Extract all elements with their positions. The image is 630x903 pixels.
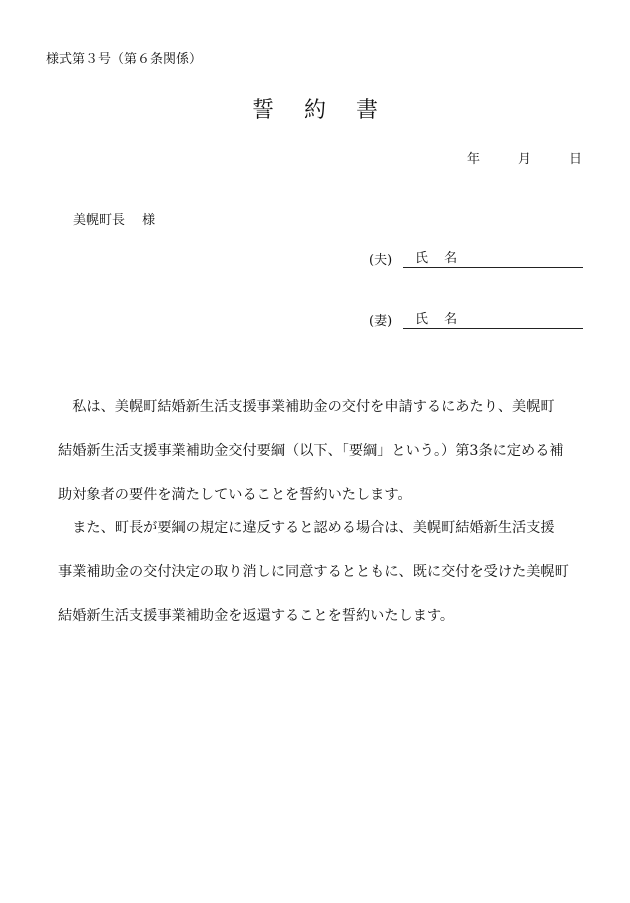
signature-husband: [369, 249, 583, 268]
signature-name-field[interactable]: 氏 名: [403, 311, 583, 329]
signature-role: (夫): [369, 253, 393, 268]
signature-wife: [369, 310, 583, 329]
addressee: 美幌町長 様: [73, 213, 156, 228]
paragraph-line: 結婚新生活支援事業補助金交付要綱（以下、「要綱」という。）第3条に定める補: [58, 443, 564, 459]
day-label: 日: [568, 152, 582, 167]
document-title: 誓約書: [251, 98, 408, 123]
date-line: [467, 148, 582, 167]
paragraph-line: 私は、美幌町結婚新生活支援事業補助金の交付を申請するにあたり、美幌町: [58, 399, 555, 415]
month-label: 月: [517, 152, 531, 167]
form-number: 様式第３号（第６条関係）: [46, 52, 203, 67]
year-label: 年: [466, 152, 480, 167]
pledge-paragraph-1: [58, 385, 588, 517]
paragraph-line: また、町長が要綱の規定に違反すると認める場合は、美幌町結婚新生活支援: [58, 520, 555, 536]
pledge-paragraph-2: [58, 506, 588, 638]
signature-role: (妻): [369, 314, 393, 329]
paragraph-line: 事業補助金の交付決定の取り消しに同意するとともに、既に交付を受けた美幌町: [58, 564, 569, 580]
paragraph-line: 助対象者の要件を満たしていることを誓約いたします。: [58, 487, 412, 503]
paragraph-line: 結婚新生活支援事業補助金を返還することを誓約いたします。: [58, 608, 455, 624]
signature-name-field[interactable]: 氏 名: [403, 250, 583, 268]
